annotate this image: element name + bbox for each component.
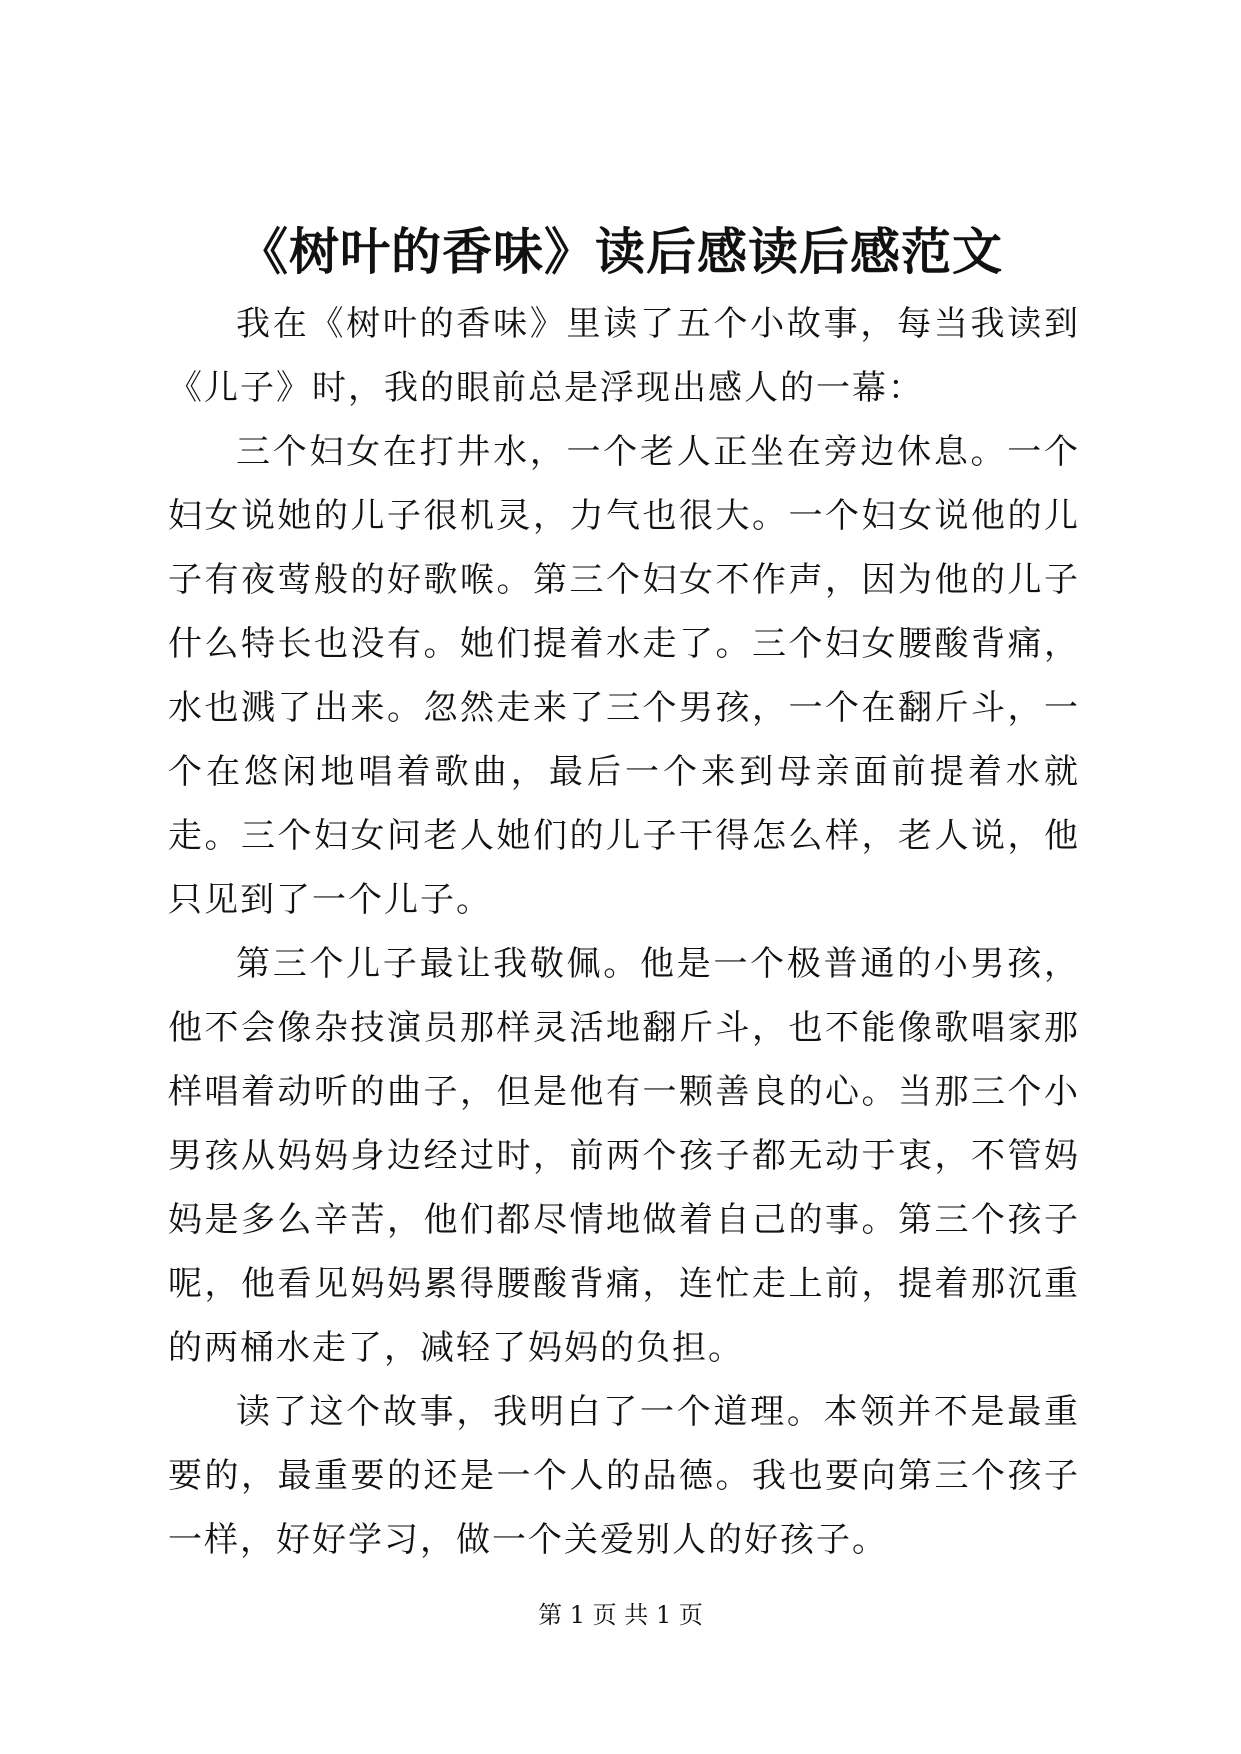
- paragraph-1: 我在《树叶的香味》里读了五个小故事，每当我读到《儿子》时，我的眼前总是浮现出感人的一幕：: [168, 304, 1080, 408]
- paragraph-3: 第三个儿子最让我敬佩。他是一个极普通的小男孩，他不会像杂技演员那样灵活地翻斤斗，也不能像歌唱家那样唱着动听的曲子，但是他有一颗善良的心。当那三个小男孩从妈妈身边经过时，前两个孩子都无动于衷，不管妈妈是多么辛苦，他们都尽情地做着自己的事。第三个孩子呢，他看见妈妈累得腰酸背痛，连忙走上前，提着那沉重的两桶水走了，减轻了妈妈的负担。: [168, 944, 1080, 1368]
- document-title: 《树叶的香味》读后感读后感范文: [238, 222, 1003, 281]
- document-body: [168, 292, 1080, 1572]
- paragraph-4: 读了这个故事，我明白了一个道理。本领并不是最重要的，最重要的还是一个人的品德。我也要向第三个孩子一样，好好学习，做一个关爱别人的好孩子。: [168, 1392, 1080, 1560]
- page-number-footer: 第 1 页 共 1 页: [538, 1601, 703, 1629]
- paragraph-2: 三个妇女在打井水，一个老人正坐在旁边休息。一个妇女说她的儿子很机灵，力气也很大。一个妇女说他的儿子有夜莺般的好歌喉。第三个妇女不作声，因为他的儿子什么特长也没有。她们提着水走了。三个妇女腰酸背痛，水也溅了出来。忽然走来了三个男孩，一个在翻斤斗，一个在悠闲地唱着歌曲，最后一个来到母亲面前提着水就走。三个妇女问老人她们的儿子干得怎么样，老人说，他只见到了一个儿子。: [168, 432, 1080, 920]
